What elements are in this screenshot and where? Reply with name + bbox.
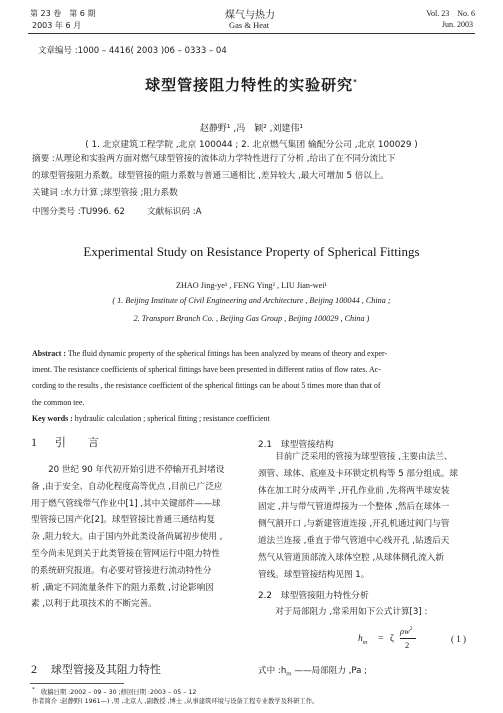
- abstract-en-label: Abstract :: [32, 349, 66, 358]
- section21-line: 颈管、球体、底座及卡环锁定机构等 5 部分组成。球: [258, 468, 458, 479]
- keywords-en-label: Key words :: [32, 413, 73, 423]
- footnote: [32, 686, 318, 706]
- equation-number: ( 1 ): [451, 634, 466, 644]
- article-id: 文章编号 :1000 – 4416( 2003 )06 – 0333 – 04: [38, 46, 227, 56]
- affiliation-en-1: ( 1. Beijing Institute of Civil Engineering and Architecture , Beijing 100044 , China ;: [112, 296, 391, 305]
- where-line: [258, 664, 367, 678]
- section1-line: 至今尚未见到关于此类管接在管网运行中阻力特性: [31, 548, 221, 559]
- abstract-en-line: The fluid dynamic property of the spherical fittings has been analyzed by means of theory and exper-: [67, 349, 388, 358]
- section21-line: 然气从管道顶部流入球体空腔 ,从球体侧孔流入新: [258, 552, 444, 563]
- eq-denominator: 2: [405, 640, 410, 650]
- authors-cn: 赵静野¹ ,冯 颖² ,刘建伟¹: [199, 124, 304, 134]
- section21-line: 固定 ,并与带气管道焊接为一个整体 ,然后在球体一: [258, 502, 450, 513]
- journal-name-en: Gas & Heat: [229, 20, 270, 30]
- section21-line: 目前广泛采用的管接为球型管接 ,主要由法兰、: [258, 452, 453, 462]
- where-sub: m: [286, 671, 292, 678]
- class-number: 中图分类号 :TU996. 62: [32, 207, 125, 217]
- title-en: Experimental Study on Resistance Property of Spherical Fittings: [83, 244, 420, 259]
- section1-line: 的系统研究报道。有必要对管接进行流动特性分: [31, 565, 212, 576]
- affiliation-cn: ( 1. 北京建筑工程学院 ,北京 100044 ; 2. 北京燃气集团 输配分公司 ,北京 100029 ): [85, 140, 418, 150]
- section21-line: 体在加工时分成两半 ,开孔作业前 ,先将两半球安装: [258, 485, 450, 496]
- eq-zeta: ζ: [390, 634, 394, 644]
- section1-heading: [31, 434, 99, 450]
- section22-intro: 对于局部阻力 ,常采用如下公式计算[3] :: [258, 607, 428, 617]
- eq-lhs: h: [358, 634, 363, 644]
- section1-line: 析 ,确定不同流量条件下的阻力系数 ,讨论影响因: [31, 582, 214, 593]
- eq-w: w: [404, 626, 410, 636]
- title-cn: [0, 74, 503, 95]
- header-volume-cn: 第 23 卷 第 6 期: [30, 9, 96, 18]
- footnote-received: 收稿日期 :2002 – 09 – 30 ;修回日期 :2003 – 05 – 12: [40, 689, 197, 697]
- where-prefix: 式中 :h: [258, 666, 287, 676]
- section1-title: 引 言: [54, 436, 99, 449]
- eq-lhs-sub: m: [362, 639, 368, 646]
- document-code: 文献标识码 :A: [147, 207, 202, 217]
- eq-pow: 2: [409, 626, 413, 633]
- section1-line: 备 ,由于安全、自动化程度高等优点 ,目前已广泛应: [31, 481, 223, 492]
- eq-fraction-bar: [400, 638, 416, 639]
- abstract-en-line: the common tee.: [32, 397, 85, 407]
- section22-heading: 2.2 球型管接阻力特性分析: [258, 591, 369, 601]
- header-volume-en: Vol. 23 No. 6: [426, 9, 475, 18]
- section1-line: 素 ,以利于此项技术的不断完善。: [31, 599, 157, 610]
- section21-heading: 2.1 球型管接结构: [258, 440, 334, 450]
- section1-line: 20 世纪 90 年代初开始引进不停输开孔封堵设: [31, 465, 225, 475]
- keywords-cn: 关键词 :水力计算 ;球型管接 ;阻力系数: [32, 187, 178, 198]
- abstract-en: [32, 346, 387, 427]
- eq-rho: ρ: [400, 626, 405, 636]
- section21-line: 道法兰连接 ,垂直于带气管道中心线开孔 ,钻透后天: [258, 535, 450, 546]
- title-cn-text: 球型管接阻力特性的实验研究: [145, 76, 354, 94]
- journal-name-cn: 煤气与热力: [225, 10, 275, 21]
- section1-body: [31, 462, 224, 613]
- footnote-star: *: [32, 687, 35, 693]
- section1-line: 杂 ,阻力较大。由于国内外此类设备尚属初步使用 ,: [31, 532, 223, 543]
- abstract-en-line: iment. The resistance coefficients of spherical fittings have been presented in different ratios of flow rates. Ac-: [32, 365, 381, 375]
- where-rest: ——局部阻力 ,Pa ;: [291, 666, 368, 676]
- section1-number: 1: [31, 435, 37, 449]
- abstract-cn: [32, 151, 395, 201]
- section2-heading: [31, 661, 161, 677]
- authors-en: ZHAO Jing-ye¹ , FENG Ying² , LIU Jian-wei¹: [175, 281, 327, 290]
- abstract-cn-line: 摘要 :从理论和实验两方面对燃气球型管接的流体动力学特性进行了分析 ,给出了在不同分流比下: [32, 154, 396, 164]
- section1-line: 用于燃气管线带气作业中[1] ,其中关键部件——球: [31, 498, 221, 509]
- title-footnote-mark: *: [353, 78, 358, 86]
- section2-number: 2: [31, 662, 37, 676]
- affiliation-en-2: 2. Transport Branch Co. , Beijing Gas Group , Beijing 100029 , China ): [133, 314, 370, 323]
- section21-line: 侧气割开口 ,与新建管道连接 ,开孔机通过阀门与管: [258, 519, 450, 530]
- section2-title: 球型管接及其阻力特性: [50, 663, 161, 676]
- section21-line: 管线。球型管接结构见图 1。: [258, 569, 370, 580]
- abstract-en-line: cording to the results , the resistance coefficient of the spherical fittings can be about 5 times more than that of: [32, 381, 381, 391]
- header-rule: [28, 33, 475, 34]
- section1-line: 型管接已国产化[2]。球型管接比普通三通结构复: [31, 515, 216, 526]
- header-date-cn: 2003 年 6 月: [32, 21, 82, 30]
- section21-body: [258, 449, 458, 583]
- footnote-rule: [30, 683, 124, 684]
- header-date-en: Jun. 2003: [441, 20, 473, 29]
- keywords-en: hydraulic calculation ; spherical fitting ; resistance coefficient: [74, 413, 270, 423]
- abstract-cn-line: 的球型管接阻力系数。球型管接的阻力系数与普通三通相比 ,差异较大 ,最大可增加 5 倍以上。: [32, 170, 390, 181]
- footnote-author: 作者简介 :赵静野( 1961—) ,男 ,北京人 ,副教授 ,博士 ,从事建筑环境与设备工程专业教学及科研工作。: [32, 697, 319, 705]
